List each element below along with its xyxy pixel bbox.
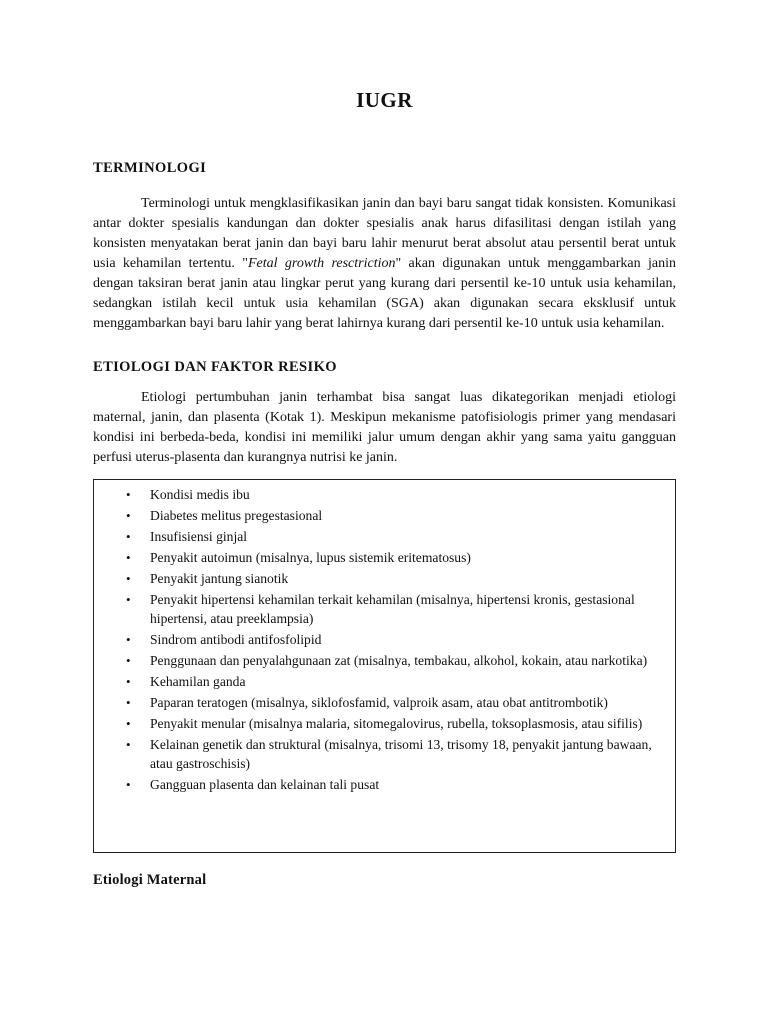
- list-item: [94, 506, 675, 525]
- list-item: [94, 672, 675, 691]
- list-item-text: Diabetes melitus pregestasional: [150, 508, 323, 523]
- risk-factor-box: [93, 479, 676, 853]
- list-item-text: Sindrom antibodi antifosfolipid: [150, 632, 322, 647]
- list-item: [94, 569, 675, 588]
- document-page: [93, 0, 676, 1024]
- bullet-icon: •: [126, 571, 131, 586]
- bullet-icon: •: [126, 508, 131, 523]
- bullet-icon: •: [126, 777, 131, 792]
- bullet-icon: •: [126, 592, 131, 607]
- risk-factor-list: [94, 480, 675, 794]
- paragraph-terminologi-text-2: " akan digunakan untuk menggambarkan janin dengan taksiran berat janin atau lingkar perut yang kurang dari persentil ke-10 untuk usia kehamilan, sedangkan istilah kecil untuk usia kehamilan (SGA) akan digunakan secara eksklusif untuk menggambarkan bayi baru lahir yang berat lahirnya kurang dari persentil ke-10 untuk usia kehamilan.: [93, 256, 676, 331]
- list-item-text: Paparan teratogen (misalnya, siklofosfamid, valproik asam, atau obat antitrombotik): [150, 695, 608, 710]
- list-item-text: Kondisi medis ibu: [150, 487, 250, 502]
- paragraph-etiologi: Etiologi pertumbuhan janin terhambat bisa sangat luas dikategorikan menjadi etiologi maternal, janin, dan plasenta (Kotak 1). Meskipun mekanisme patofisiologis primer yang mendasari kondisi ini berbeda-beda, kondisi ini memiliki jalur umum dengan akhir yang sama yaitu gangguan perfusi uterus-plasenta dan kurangnya nutrisi ke janin.: [93, 390, 676, 465]
- list-item: [94, 630, 675, 649]
- list-item-text: Insufisiensi ginjal: [150, 529, 248, 544]
- bullet-icon: •: [126, 653, 131, 668]
- list-item-text: Kelainan genetik dan struktural (misalnya, trisomi 13, trisomy 18, penyakit jantung bawaan, atau gastroschisis): [150, 737, 652, 771]
- list-item: [94, 548, 675, 567]
- paragraph-terminologi-text-1: Terminologi untuk mengklasifikasikan janin dan bayi baru sangat tidak konsisten. Komunikasi antar dokter spesialis kandungan dan dokter spesialis anak harus difasilitasi dengan istilah yang konsisten menyatakan berat janin dan bayi baru lahir menurut berat absolut atau persentil berat untuk usia kehamilan tertentu. ": [93, 196, 676, 271]
- list-item: [94, 651, 675, 670]
- list-item: [94, 527, 675, 546]
- list-item-text: Penyakit autoimun (misalnya, lupus sistemik eritematosus): [150, 550, 471, 565]
- heading-etiologi: ETIOLOGI DAN FAKTOR RESIKO: [93, 359, 337, 375]
- bullet-icon: •: [126, 737, 131, 752]
- list-item-text: Penyakit hipertensi kehamilan terkait kehamilan (misalnya, hipertensi kronis, gestasional hipertensi, atau preeklampsia): [150, 592, 635, 626]
- list-item: [94, 735, 675, 773]
- list-item-text: Penggunaan dan penyalahgunaan zat (misalnya, tembakau, alkohol, kokain, atau narkotika): [150, 653, 648, 668]
- bullet-icon: •: [126, 550, 131, 565]
- paragraph-terminologi: [93, 194, 676, 334]
- document-title: IUGR: [356, 88, 413, 112]
- bullet-icon: •: [126, 716, 131, 731]
- list-item: [94, 714, 675, 733]
- list-item-text: Penyakit menular (misalnya malaria, sitomegalovirus, rubella, toksoplasmosis, atau sifilis): [150, 716, 643, 731]
- bullet-icon: •: [126, 632, 131, 647]
- list-item: [94, 775, 675, 794]
- heading-etiologi-maternal: Etiologi Maternal: [93, 872, 207, 888]
- italic-term: Fetal growth resctriction: [247, 256, 396, 271]
- list-item-text: Gangguan plasenta dan kelainan tali pusat: [150, 777, 380, 792]
- list-item-text: Kehamilan ganda: [150, 674, 246, 689]
- bullet-icon: •: [126, 674, 131, 689]
- bullet-icon: •: [126, 487, 131, 502]
- list-item-text: Penyakit jantung sianotik: [150, 571, 289, 586]
- bullet-icon: •: [126, 529, 131, 544]
- list-item: [94, 693, 675, 712]
- heading-terminologi: TERMINOLOGI: [93, 160, 207, 176]
- list-item: [94, 590, 675, 628]
- bullet-icon: •: [126, 695, 131, 710]
- list-item: [94, 485, 675, 504]
